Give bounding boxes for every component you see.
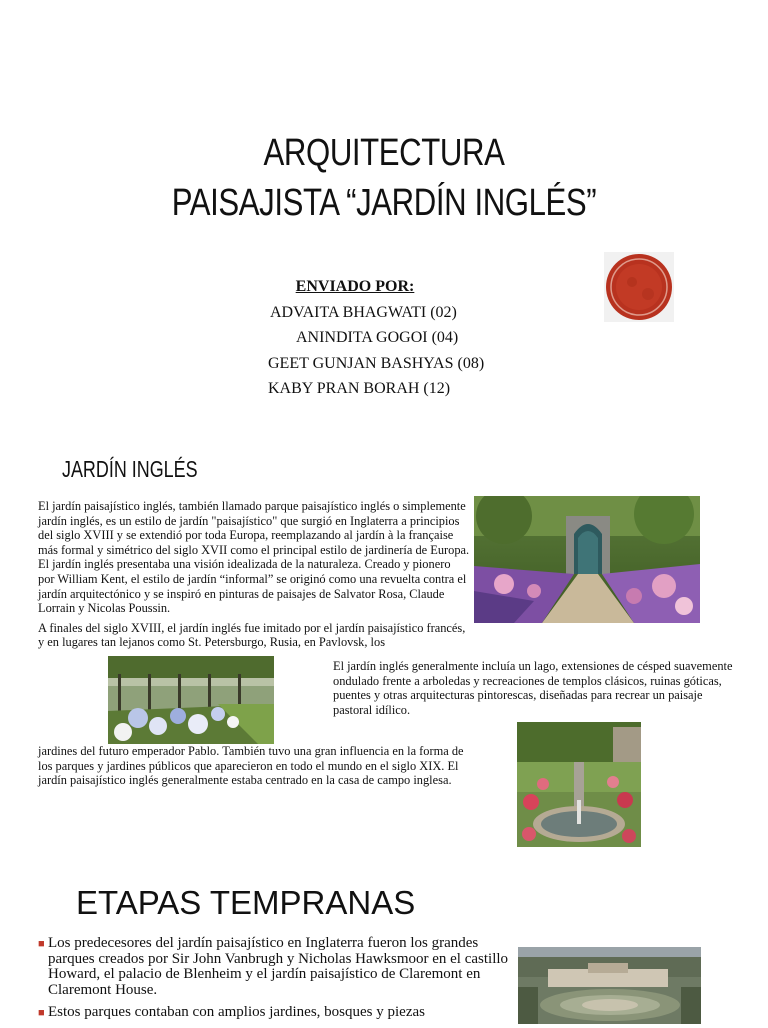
author-name: KABY PRAN BORAH (12) [268, 380, 451, 397]
paragraph-late-18th: A finales del siglo XVIII, el jardín inglés fue imitado por el jardín paisajístico francés, y en lugares tan lejanos como St. Petersburgo, Rusia, en Pavlovsk, los [38, 620, 466, 650]
title-line-2: PAISAJISTA “JARDÍN INGLÉS” [171, 182, 597, 224]
author-name: ANINDITA GOGOI (04) [296, 329, 459, 346]
paragraph-intro: El jardín paisajístico inglés, también llamado parque paisajístico inglés o simplemente jardín inglés, es un estilo de jardín "paisajístico" que surgió en Inglaterra a principios del siglo XVIII y se extendió por toda Europa, reemplazando al jardín à la française más formal y simétrico del siglo XVII como el principal estilo de jardinería de Europa. El jardín inglés presentaba una visión idealizada de la naturaleza. Creado y pionero por William Kent, el estilo de jardín “informal” se originó como una revuelta contra el jardín arquitectónico y se inspiró en pinturas de paisajes de Salvator Rosa, Claude Lorrain y Nicolas Poussin. [38, 499, 470, 616]
square-bullet-icon: ■ [38, 1007, 45, 1019]
author-name: GEET GUNJAN BASHYAS (08) [268, 354, 485, 372]
list-item [38, 1005, 516, 1021]
section-heading-etapas-tempranas: ETAPAS TEMPRANAS [76, 884, 416, 921]
garden-path-photo [474, 496, 700, 623]
section-heading-jardin-ingles: JARDÍN INGLÉS [62, 456, 198, 482]
aerial-palace-photo [518, 947, 701, 1024]
paragraph-lake-features: El jardín inglés generalmente incluía un lago, extensiones de césped suavemente ondulado frente a arboledas y recreaciones de templos clásicos, ruinas góticas, puentes y otras arquitecturas pintorescas, diseñadas para recrear un paisaje pastoral idílico. [333, 659, 733, 717]
document-title [69, 128, 699, 228]
bullet-text: Los predecesores del jardín paisajístico en Inglaterra fueron los grandes parques creados por Sir John Vanbrugh y Nicholas Hawksmoor en el castillo Howard, el palacio de Blenheim y el jardín paisajístico de Claremont en Claremont House. [48, 935, 509, 998]
title-line-1: ARQUITECTURA [263, 132, 505, 174]
bullet-text: Estos parques contaban con amplios jardines, bosques y piezas [48, 1004, 425, 1020]
authors-header: ENVIADO POR: [295, 278, 415, 295]
fountain-garden-photo [517, 722, 641, 847]
paragraph-influence: jardines del futuro emperador Pablo. También tuvo una gran influencia en la forma de los parques y jardines públicos que aparecieron en todo el mundo en el siglo XIX. El jardín paisajístico inglés generalmente estaba centrado en la casa de campo inglesa. [38, 744, 464, 788]
red-seal-icon [604, 252, 674, 322]
etapas-bullet-list [38, 936, 516, 1028]
paragraph-block-1 [38, 499, 470, 650]
flower-border-photo [108, 656, 274, 744]
author-name: ADVAITA BHAGWATI (02) [270, 303, 457, 321]
authors-block [200, 274, 540, 402]
list-item [38, 936, 516, 998]
square-bullet-icon: ■ [38, 938, 45, 950]
